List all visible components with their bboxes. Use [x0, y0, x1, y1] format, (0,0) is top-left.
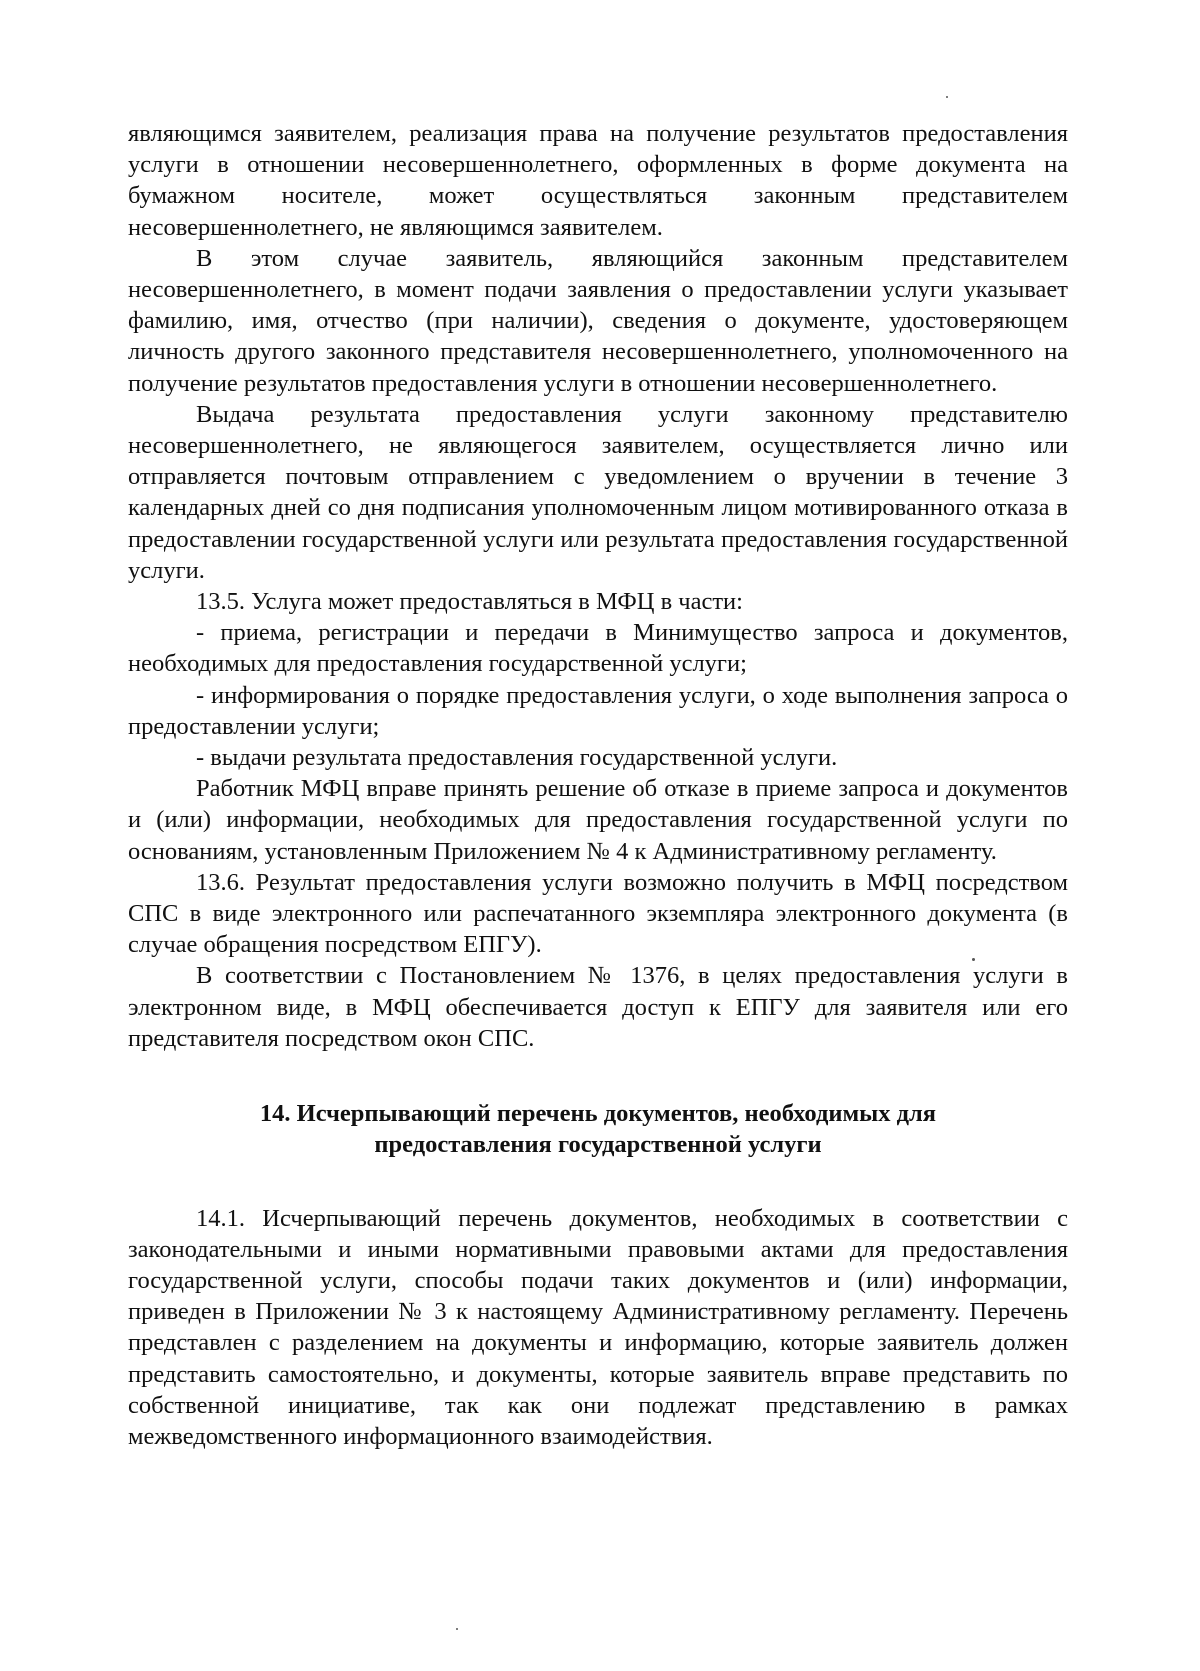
- section-heading-14: [128, 1098, 1068, 1160]
- list-item-informing: - информирования о порядке предоставления услуги, о ходе выполнения запроса о предоставлении услуги;: [128, 681, 1068, 740]
- scan-speck: [946, 96, 948, 98]
- scan-speck: [456, 1628, 458, 1630]
- paragraph-14-1: 14.1. Исчерпывающий перечень документов, необходимых в соответствии с законодательными и иными нормативными правовыми актами для предоставления государственной услуги, способы подачи таких документов и (или) информации, приведен в Приложении № 3 к настоящему Административному регламенту. Перечень представлен с разделением на документы и информацию, которые заявитель должен представить самостоятельно, и документы, которые заявитель вправе представить по собственной инициативе, так как они подлежат представлению в рамках межведомственного информационного взаимодействия.: [128, 1204, 1068, 1450]
- paragraph-13-5: 13.5. Услуга может предоставляться в МФЦ в части:: [196, 588, 743, 616]
- list-item-issuance: - выдачи результата предоставления государственной услуги.: [196, 744, 838, 772]
- paragraph-resolution-1376: В соответствии с Постановлением № 1376, в целях предоставления услуги в электронном виде, в МФЦ обеспечивается доступ к ЕПГУ для заявителя или его представителя посредством окон СПС.: [128, 962, 1068, 1052]
- paragraph-mfc-refusal: Работник МФЦ вправе принять решение об отказе в приеме запроса и документов и (или) информации, необходимых для предоставления государственной услуги по основаниям, установленным Приложением № 4 к Административному регламенту.: [128, 775, 1068, 865]
- section-heading-line-1: 14. Исчерпывающий перечень документов, необходимых для: [259, 1100, 937, 1128]
- list-item-reception: - приема, регистрации и передачи в Минимущество запроса и документов, необходимых для предоставления государственной услуги;: [128, 619, 1068, 678]
- paragraph-13-6: 13.6. Результат предоставления услуги возможно получить в МФЦ посредством СПС в виде электронного или распечатанного экземпляра электронного документа (в случае обращения посредством ЕПГУ).: [128, 868, 1068, 959]
- section-heading-line-2: предоставления государственной услуги: [374, 1131, 822, 1159]
- document-body: [128, 118, 1068, 1452]
- paragraph-continuation: являющимся заявителем, реализация права на получение результатов предоставления услуги в отношении несовершеннолетнего, оформленных в форме документа на бумажном носителе, может осуществляться законным представителем несовершеннолетнего, не являющимся заявителем.: [128, 120, 1068, 241]
- scan-speck: [972, 958, 975, 961]
- paragraph-result-issuance: Выдача результата предоставления услуги законному представителю несовершеннолетнего, не являющегося заявителем, осуществляется лично или отправляется почтовым отправлением с уведомлением о вручении в течение 3 календарных дней со дня подписания уполномоченным лицом мотивированного отказа в предоставлении государственной услуги или результата предоставления государственной услуги.: [128, 400, 1068, 584]
- paragraph-legal-representative: В этом случае заявитель, являющийся законным представителем несовершеннолетнего, в момент подачи заявления о предоставлении услуги указывает фамилию, имя, отчество (при наличии), сведения о документе, удостоверяющем личность другого законного представителя несовершеннолетнего, уполномоченного на получение результатов предоставления услуги в отношении несовершеннолетнего.: [128, 244, 1068, 397]
